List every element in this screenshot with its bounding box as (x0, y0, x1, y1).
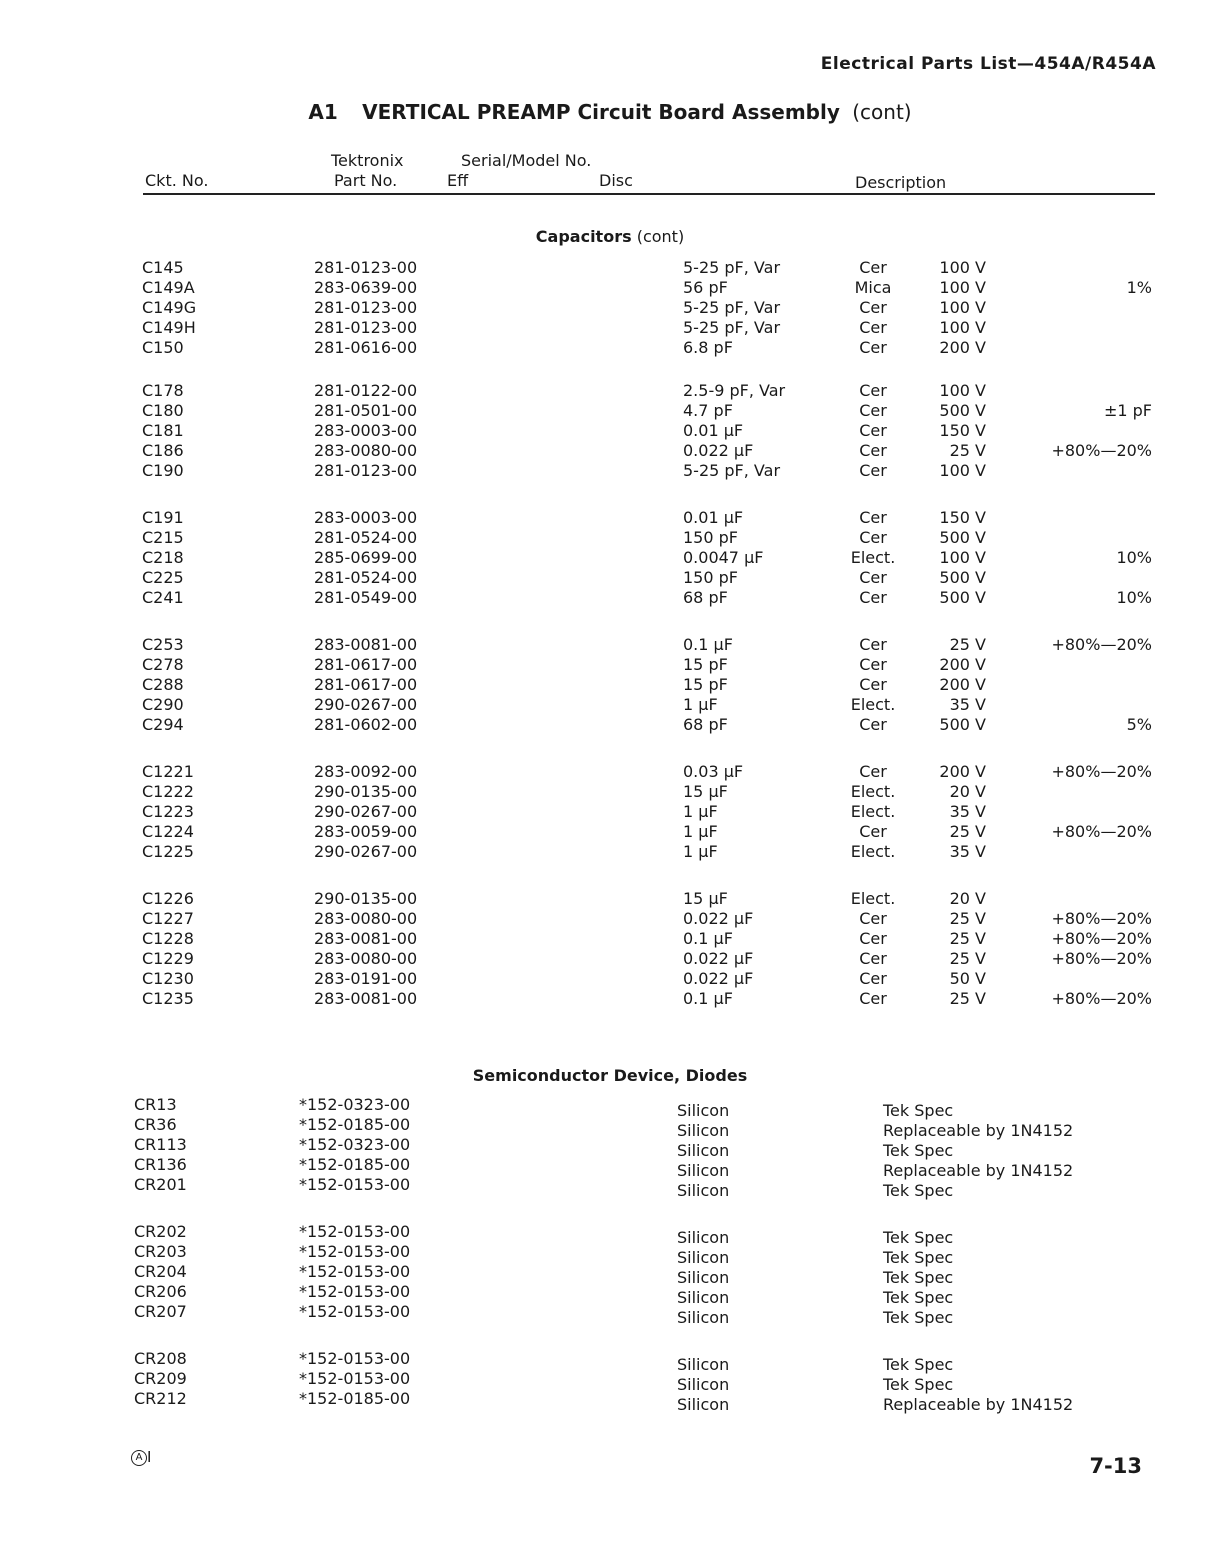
part-no: 283-0639-00 (314, 278, 418, 297)
cap-voltage: 25 V (949, 635, 986, 654)
running-head: Electrical Parts List—454A/R454A (820, 54, 1156, 74)
capacitor-row (0, 568, 1220, 588)
cap-value: 68 pF (683, 588, 728, 607)
diode-material: Silicon (677, 1101, 730, 1120)
ckt-no: CR202 (134, 1222, 187, 1241)
cap-type: Elect. (850, 802, 896, 821)
cap-value: 2.5-9 pF, Var (683, 381, 786, 400)
capacitor-row (0, 969, 1220, 989)
diode-row (0, 1175, 1220, 1200)
cap-voltage: 100 V (939, 548, 986, 567)
capacitor-row (0, 695, 1220, 715)
ckt-no: C190 (142, 461, 184, 480)
ckt-no: CR212 (134, 1389, 187, 1408)
ckt-no: C1228 (142, 929, 194, 948)
diode-material: Silicon (677, 1268, 730, 1287)
cap-type: Cer (859, 318, 887, 337)
cap-type: Elect. (850, 889, 896, 908)
capacitor-row (0, 278, 1220, 298)
capacitor-row (0, 421, 1220, 441)
capacitor-row (0, 762, 1220, 782)
cap-tolerance: +80%—20% (1051, 909, 1152, 928)
cap-value: 0.022 μF (683, 909, 754, 928)
diode-row (0, 1242, 1220, 1267)
cap-value: 150 pF (683, 528, 738, 547)
capacitor-row (0, 782, 1220, 802)
cap-voltage: 200 V (939, 655, 986, 674)
part-no: 281-0123-00 (314, 298, 418, 317)
ckt-no: CR13 (134, 1095, 177, 1114)
cap-value: 0.01 μF (683, 421, 744, 440)
cap-value: 1 μF (683, 695, 718, 714)
cap-type: Cer (859, 381, 887, 400)
part-no: 281-0602-00 (314, 715, 418, 734)
capacitor-row (0, 655, 1220, 675)
part-no: 283-0059-00 (314, 822, 418, 841)
cap-value: 15 μF (683, 782, 728, 801)
part-no: *152-0323-00 (299, 1135, 411, 1154)
cap-voltage: 500 V (939, 588, 986, 607)
diode-row (0, 1302, 1220, 1327)
cap-voltage: 35 V (949, 695, 986, 714)
part-no: 281-0524-00 (314, 568, 418, 587)
cap-type: Elect. (850, 695, 896, 714)
diode-row (0, 1282, 1220, 1307)
diode-material: Silicon (677, 1228, 730, 1247)
cap-tolerance: +80%—20% (1051, 762, 1152, 781)
part-no: 283-0080-00 (314, 949, 418, 968)
ckt-no: CR136 (134, 1155, 187, 1174)
part-no: *152-0323-00 (299, 1095, 411, 1114)
cap-type: Cer (859, 401, 887, 420)
cap-type: Cer (859, 675, 887, 694)
capacitor-row (0, 508, 1220, 528)
capacitor-row (0, 675, 1220, 695)
part-no: 290-0135-00 (314, 889, 418, 908)
cap-tolerance: +80%—20% (1051, 929, 1152, 948)
cap-value: 0.1 μF (683, 635, 733, 654)
cap-voltage: 25 V (949, 989, 986, 1008)
diode-description: Tek Spec (883, 1288, 954, 1307)
part-no: 281-0123-00 (314, 258, 418, 277)
cap-type: Cer (859, 762, 887, 781)
cap-type: Elect. (850, 842, 896, 861)
part-no: 290-0135-00 (314, 782, 418, 801)
cap-value: 15 pF (683, 675, 728, 694)
part-no: *152-0153-00 (299, 1222, 411, 1241)
cap-type: Cer (859, 461, 887, 480)
ckt-no: C191 (142, 508, 184, 527)
column-header-eff: Eff (447, 171, 469, 190)
part-no: *152-0153-00 (299, 1369, 411, 1388)
diode-row (0, 1115, 1220, 1140)
ckt-no: CR208 (134, 1349, 187, 1368)
cap-voltage: 500 V (939, 568, 986, 587)
cap-type: Cer (859, 822, 887, 841)
cap-voltage: 35 V (949, 802, 986, 821)
cap-type: Cer (859, 635, 887, 654)
diode-description: Tek Spec (883, 1101, 954, 1120)
capacitor-row (0, 528, 1220, 548)
part-no: 285-0699-00 (314, 548, 418, 567)
ckt-no: C215 (142, 528, 184, 547)
capacitor-row (0, 401, 1220, 421)
cap-value: 1 μF (683, 842, 718, 861)
capacitor-row (0, 258, 1220, 278)
column-header-disc: Disc (599, 171, 633, 190)
cap-type: Cer (859, 258, 887, 277)
cap-type: Cer (859, 969, 887, 988)
ckt-no: C150 (142, 338, 184, 357)
cap-value: 68 pF (683, 715, 728, 734)
cap-voltage: 100 V (939, 278, 986, 297)
diode-material: Silicon (677, 1248, 730, 1267)
diode-row (0, 1222, 1220, 1247)
part-no: *152-0153-00 (299, 1262, 411, 1281)
part-no: 290-0267-00 (314, 842, 418, 861)
ckt-no: C1229 (142, 949, 194, 968)
cap-value: 0.1 μF (683, 989, 733, 1008)
column-header-tek-top: Tektronix (331, 151, 404, 170)
cap-voltage: 20 V (949, 889, 986, 908)
part-no: 281-0123-00 (314, 461, 418, 480)
diode-material: Silicon (677, 1181, 730, 1200)
capacitor-row (0, 461, 1220, 481)
diode-row (0, 1369, 1220, 1394)
cap-voltage: 200 V (939, 338, 986, 357)
ckt-no: CR201 (134, 1175, 187, 1194)
ckt-no: CR206 (134, 1282, 187, 1301)
ckt-no: C1226 (142, 889, 194, 908)
diode-description: Tek Spec (883, 1248, 954, 1267)
cap-value: 4.7 pF (683, 401, 733, 420)
part-no: *152-0153-00 (299, 1302, 411, 1321)
cap-value: 0.022 μF (683, 441, 754, 460)
cap-voltage: 100 V (939, 298, 986, 317)
ckt-no: CR113 (134, 1135, 187, 1154)
cap-type: Cer (859, 909, 887, 928)
cap-value: 5-25 pF, Var (683, 258, 781, 277)
cap-value: 150 pF (683, 568, 738, 587)
cap-voltage: 25 V (949, 949, 986, 968)
cap-type: Cer (859, 655, 887, 674)
ckt-no: CR203 (134, 1242, 187, 1261)
cap-tolerance: 10% (1116, 588, 1152, 607)
ckt-no: C1222 (142, 782, 194, 801)
diode-description: Tek Spec (883, 1355, 954, 1374)
diode-material: Silicon (677, 1355, 730, 1374)
ckt-no: CR36 (134, 1115, 177, 1134)
diode-row (0, 1349, 1220, 1374)
cap-tolerance: 10% (1116, 548, 1152, 567)
part-no: 281-0524-00 (314, 528, 418, 547)
ckt-no: C290 (142, 695, 184, 714)
ckt-no: C1225 (142, 842, 194, 861)
capacitor-row (0, 441, 1220, 461)
ckt-no: C1235 (142, 989, 194, 1008)
diode-material: Silicon (677, 1395, 730, 1414)
ckt-no: CR209 (134, 1369, 187, 1388)
diode-material: Silicon (677, 1161, 730, 1180)
column-header-serial: Serial/Model No. (461, 151, 592, 170)
cap-tolerance: +80%—20% (1051, 949, 1152, 968)
ckt-no: C1230 (142, 969, 194, 988)
cap-value: 0.03 μF (683, 762, 744, 781)
ckt-no: C225 (142, 568, 184, 587)
cap-value: 5-25 pF, Var (683, 298, 781, 317)
cap-voltage: 150 V (939, 508, 986, 527)
cap-voltage: 200 V (939, 762, 986, 781)
cap-voltage: 500 V (939, 715, 986, 734)
cap-voltage: 25 V (949, 822, 986, 841)
cap-type: Cer (859, 441, 887, 460)
capacitor-row (0, 909, 1220, 929)
cap-type: Cer (859, 949, 887, 968)
ckt-no: C218 (142, 548, 184, 567)
part-no: 283-0081-00 (314, 929, 418, 948)
diodes-title: Semiconductor Device, Diodes (472, 1066, 748, 1085)
capacitor-row (0, 635, 1220, 655)
ckt-no: C241 (142, 588, 184, 607)
cap-voltage: 25 V (949, 909, 986, 928)
cap-value: 1 μF (683, 802, 718, 821)
capacitor-row (0, 949, 1220, 969)
cap-type: Cer (859, 588, 887, 607)
diode-description: Tek Spec (883, 1181, 954, 1200)
diode-description: Tek Spec (883, 1308, 954, 1327)
cap-type: Cer (859, 508, 887, 527)
cap-value: 0.0047 μF (683, 548, 764, 567)
diode-description: Replaceable by 1N4152 (883, 1395, 1074, 1414)
diode-row (0, 1135, 1220, 1160)
cap-voltage: 100 V (939, 381, 986, 400)
part-no: 283-0081-00 (314, 989, 418, 1008)
part-no: 281-0616-00 (314, 338, 418, 357)
capacitor-row (0, 822, 1220, 842)
ckt-no: C278 (142, 655, 184, 674)
diode-description: Tek Spec (883, 1268, 954, 1287)
column-header-ckt: Ckt. No. (145, 171, 209, 190)
part-no: *152-0185-00 (299, 1115, 411, 1134)
capacitor-row (0, 298, 1220, 318)
cap-type: Cer (859, 338, 887, 357)
section-title (0, 100, 1220, 124)
cap-type: Cer (859, 568, 887, 587)
cap-tolerance: 1% (1126, 278, 1152, 297)
ckt-no: C149G (142, 298, 197, 317)
ckt-no: C1227 (142, 909, 194, 928)
cap-type: Cer (859, 421, 887, 440)
ckt-no: CR207 (134, 1302, 187, 1321)
ckt-no: C294 (142, 715, 184, 734)
cap-voltage: 35 V (949, 842, 986, 861)
cap-value: 5-25 pF, Var (683, 318, 781, 337)
part-no: 283-0092-00 (314, 762, 418, 781)
capacitor-row (0, 318, 1220, 338)
cap-type: Mica (854, 278, 892, 297)
part-no: 281-0122-00 (314, 381, 418, 400)
capacitor-row (0, 381, 1220, 401)
capacitor-row (0, 889, 1220, 909)
part-no: 283-0080-00 (314, 909, 418, 928)
ckt-no: C145 (142, 258, 184, 277)
part-no: 283-0080-00 (314, 441, 418, 460)
cap-tolerance: +80%—20% (1051, 635, 1152, 654)
capacitor-row (0, 715, 1220, 735)
cap-voltage: 25 V (949, 929, 986, 948)
part-no: *152-0153-00 (299, 1282, 411, 1301)
cap-tolerance: +80%—20% (1051, 989, 1152, 1008)
part-no: 281-0501-00 (314, 401, 418, 420)
part-no: 290-0267-00 (314, 695, 418, 714)
cap-value: 15 μF (683, 889, 728, 908)
diode-row (0, 1262, 1220, 1287)
capacitor-row (0, 588, 1220, 608)
cap-voltage: 100 V (939, 318, 986, 337)
column-header-desc: Description (855, 173, 947, 192)
capacitors-title: Capacitors (535, 227, 632, 246)
cap-type: Cer (859, 298, 887, 317)
cap-type: Cer (859, 989, 887, 1008)
cap-voltage: 500 V (939, 528, 986, 547)
cap-value: 0.022 μF (683, 949, 754, 968)
capacitor-row (0, 842, 1220, 862)
diode-material: Silicon (677, 1121, 730, 1140)
cap-voltage: 25 V (949, 441, 986, 460)
part-no: 281-0617-00 (314, 675, 418, 694)
capacitor-row (0, 929, 1220, 949)
cap-voltage: 50 V (949, 969, 986, 988)
cap-value: 6.8 pF (683, 338, 733, 357)
part-no: *152-0185-00 (299, 1155, 411, 1174)
part-no: *152-0153-00 (299, 1175, 411, 1194)
cap-type: Cer (859, 929, 887, 948)
cap-voltage: 150 V (939, 421, 986, 440)
page-number: 7-13 (1089, 1454, 1142, 1478)
diode-material: Silicon (677, 1141, 730, 1160)
cap-voltage: 20 V (949, 782, 986, 801)
cap-value: 0.022 μF (683, 969, 754, 988)
part-no: 281-0123-00 (314, 318, 418, 337)
capacitors-group-title (0, 227, 1220, 246)
part-no: 283-0003-00 (314, 508, 418, 527)
cap-value: 15 pF (683, 655, 728, 674)
capacitor-row (0, 802, 1220, 822)
diode-description: Tek Spec (883, 1228, 954, 1247)
diode-material: Silicon (677, 1308, 730, 1327)
diode-description: Tek Spec (883, 1141, 954, 1160)
cap-type: Cer (859, 528, 887, 547)
cap-type: Elect. (850, 782, 896, 801)
ckt-no: C180 (142, 401, 184, 420)
part-no: 283-0191-00 (314, 969, 418, 988)
ckt-no: CR204 (134, 1262, 187, 1281)
diode-row (0, 1389, 1220, 1414)
column-header-tek-bottom: Part No. (334, 171, 398, 190)
capacitor-row (0, 548, 1220, 568)
diode-description: Tek Spec (883, 1375, 954, 1394)
cap-voltage: 200 V (939, 675, 986, 694)
section-name: VERTICAL PREAMP Circuit Board Assembly (362, 100, 840, 124)
diode-description: Replaceable by 1N4152 (883, 1161, 1074, 1180)
diode-row (0, 1155, 1220, 1180)
cap-tolerance: 5% (1126, 715, 1152, 734)
header-rule (143, 193, 1155, 195)
part-no: *152-0153-00 (299, 1349, 411, 1368)
ckt-no: C1224 (142, 822, 194, 841)
capacitor-row (0, 338, 1220, 358)
cap-value: 5-25 pF, Var (683, 461, 781, 480)
section-cont: (cont) (852, 100, 912, 124)
cap-value: 1 μF (683, 822, 718, 841)
part-no: 283-0003-00 (314, 421, 418, 440)
part-no: *152-0153-00 (299, 1242, 411, 1261)
ckt-no: C1221 (142, 762, 194, 781)
cap-value: 0.01 μF (683, 508, 744, 527)
ckt-no: C288 (142, 675, 184, 694)
cap-tolerance: +80%—20% (1051, 822, 1152, 841)
cap-voltage: 100 V (939, 258, 986, 277)
ckt-no: C1223 (142, 802, 194, 821)
part-no: 281-0549-00 (314, 588, 418, 607)
diodes-group-title (0, 1066, 1220, 1085)
footer-mark (131, 1448, 151, 1466)
cap-type: Cer (859, 715, 887, 734)
cap-value: 56 pF (683, 278, 728, 297)
ckt-no: C186 (142, 441, 184, 460)
ckt-no: C149H (142, 318, 196, 337)
ckt-no: C178 (142, 381, 184, 400)
cap-voltage: 100 V (939, 461, 986, 480)
diode-row (0, 1095, 1220, 1120)
ckt-no: C149A (142, 278, 195, 297)
cap-type: Elect. (850, 548, 896, 567)
part-no: 290-0267-00 (314, 802, 418, 821)
part-no: *152-0185-00 (299, 1389, 411, 1408)
part-no: 281-0617-00 (314, 655, 418, 674)
ckt-no: C253 (142, 635, 184, 654)
diode-material: Silicon (677, 1288, 730, 1307)
cap-value: 0.1 μF (683, 929, 733, 948)
cap-voltage: 500 V (939, 401, 986, 420)
footer-mark-circle: A (131, 1450, 147, 1466)
diode-description: Replaceable by 1N4152 (883, 1121, 1074, 1140)
cap-tolerance: +80%—20% (1051, 441, 1152, 460)
capacitors-cont: (cont) (636, 227, 685, 246)
footer-mark-suffix: I (147, 1448, 152, 1466)
part-no: 283-0081-00 (314, 635, 418, 654)
cap-tolerance: ±1 pF (1103, 401, 1152, 420)
ckt-no: C181 (142, 421, 184, 440)
capacitor-row (0, 989, 1220, 1009)
section-id: A1 (308, 100, 338, 124)
diode-material: Silicon (677, 1375, 730, 1394)
